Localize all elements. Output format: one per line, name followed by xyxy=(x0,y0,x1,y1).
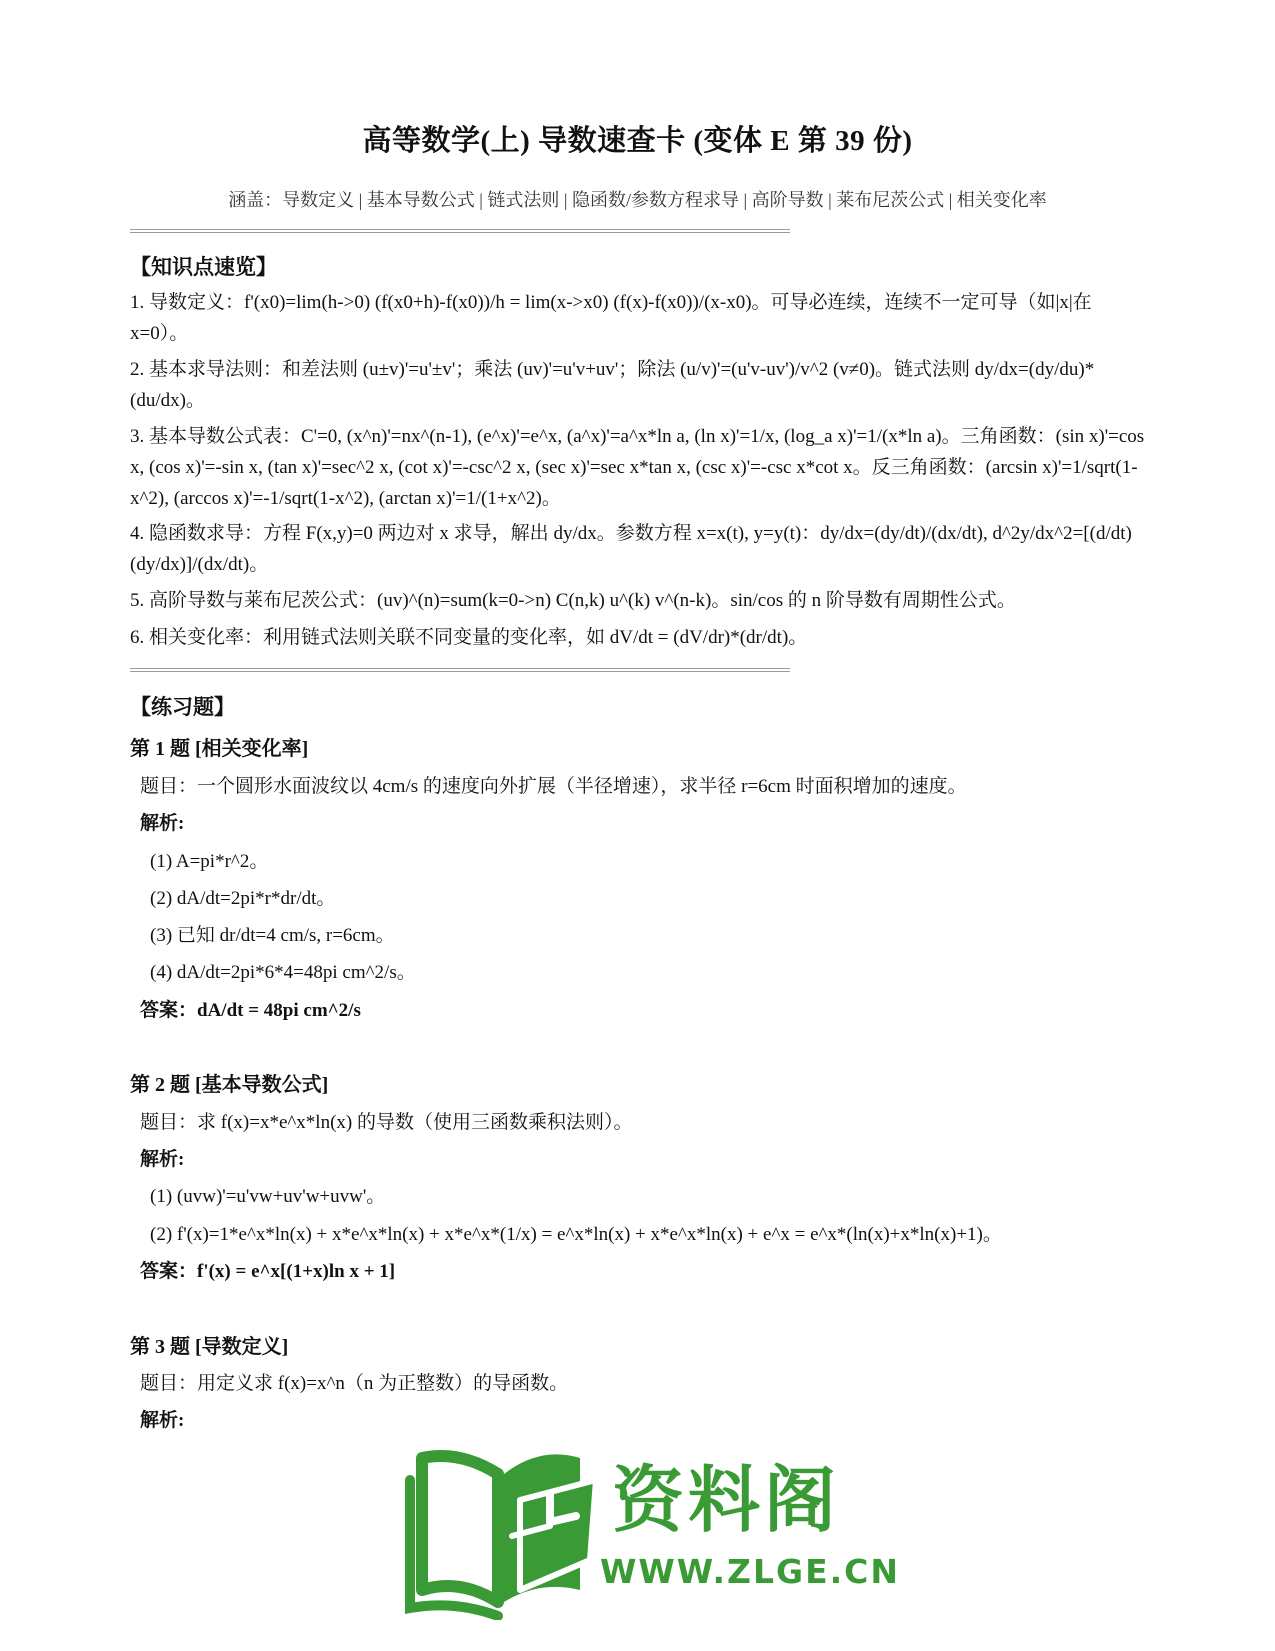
book-icon xyxy=(400,1440,605,1620)
question-1-step-4: (4) dA/dt=2pi*6*4=48pi cm^2/s。 xyxy=(150,962,416,983)
page-subtitle: 涵盖：导数定义 | 基本导数公式 | 链式法则 | 隐函数/参数方程求导 | 高阶导数 | 莱布尼茨公式 | 相关变化率 xyxy=(228,190,1047,210)
question-1-step-1: (1) A=pi*r^2。 xyxy=(150,851,269,872)
page-title: 高等数学(上) 导数速查卡 (变体 E 第 39 份) xyxy=(362,125,913,157)
question-1-step-2: (2) dA/dt=2pi*r*dr/dt。 xyxy=(150,888,336,909)
knowledge-heading: 【知识点速览】 xyxy=(130,255,277,279)
watermark-url-text: WWW.ZLGE.CN xyxy=(600,1552,901,1591)
knowledge-item-6: 6. 相关变化率：利用链式法则关联不同变量的变化率，如 dV/dt = (dV/dr)*(dr/dt)。 xyxy=(130,627,808,648)
question-3-analysis-label: 解析: xyxy=(140,1410,185,1431)
knowledge-item-1: 1. 导数定义：f'(x0)=lim(h->0) (f(x0+h)-f(x0))/h = lim(x->x0) (f(x)-f(x0))/(x-x0)。可导必连续，连续不一定可导（如|x|在 x=0）。 xyxy=(130,292,1092,344)
question-1-analysis-label: 解析: xyxy=(140,813,185,834)
question-2-answer: 答案：f'(x) = e^x[(1+x)ln x + 1] xyxy=(140,1261,396,1282)
question-3-title: 第 3 题 [导数定义] xyxy=(130,1336,289,1358)
watermark-logo xyxy=(400,1440,901,1620)
question-2-title: 第 2 题 [基本导数公式] xyxy=(130,1074,329,1096)
question-3-text: 题目：用定义求 f(x)=x^n（n 为正整数）的导函数。 xyxy=(140,1373,569,1394)
knowledge-item-2: 2. 基本求导法则：和差法则 (u±v)'=u'±v'；乘法 (uv)'=u'v+uv'；除法 (u/v)'=(u'v-uv')/v^2 (v≠0)。链式法则 dy/dx=(dy/du)*(du/dx)。 xyxy=(130,359,1095,411)
knowledge-item-3: 3. 基本导数公式表：C'=0, (x^n)'=nx^(n-1), (e^x)'=e^x, (a^x)'=a^x*ln a, (ln x)'=1/x, (log_a x)'=1/(x*ln a)。三角函数：(sin x)'=cos x, (cos x)'=-sin x, (tan x)'=sec^2 x, (cot x)'=-csc^2 x, (sec x)'=sec x*tan x, (csc x)'=-csc x*cot x。反三角函数：(arcsin x)'=1/sqrt(1-x^2), (arccos x)'=-1/sqrt(1-x^2), (arctan x)'=1/(1+x^2)。 xyxy=(130,426,1145,509)
knowledge-item-4: 4. 隐函数求导：方程 F(x,y)=0 两边对 x 求导，解出 dy/dx。参数方程 x=x(t), y=y(t)：dy/dx=(dy/dt)/(dx/dt), d^2y/dx^2=[(d/dt)(dy/dx)]/(dx/dt)。 xyxy=(130,523,1132,575)
question-1-text: 题目：一个圆形水面波纹以 4cm/s 的速度向外扩展（半径增速），求半径 r=6cm 时面积增加的速度。 xyxy=(140,776,967,797)
question-1-step-3: (3) 已知 dr/dt=4 cm/s, r=6cm。 xyxy=(150,925,395,946)
divider xyxy=(130,229,790,230)
practice-heading: 【练习题】 xyxy=(130,695,235,719)
question-1-title: 第 1 题 [相关变化率] xyxy=(130,738,309,760)
question-2-analysis-label: 解析: xyxy=(140,1149,185,1170)
question-2-text: 题目：求 f(x)=x*e^x*ln(x) 的导数（使用三函数乘积法则）。 xyxy=(140,1112,633,1133)
question-2-step-2: (2) f'(x)=1*e^x*ln(x) + x*e^x*ln(x) + x*e^x*(1/x) = e^x*ln(x) + x*e^x*ln(x) + e^x = e^x*(ln(x)+x*ln(x)+1)。 xyxy=(150,1224,1002,1245)
watermark-brand-text: 资料阁 xyxy=(612,1458,841,1542)
question-2-step-1: (1) (uvw)'=u'vw+uv'w+uvw'。 xyxy=(150,1186,386,1207)
knowledge-item-5: 5. 高阶导数与莱布尼茨公式：(uv)^(n)=sum(k=0->n) C(n,k) u^(k) v^(n-k)。sin/cos 的 n 阶导数有周期性公式。 xyxy=(130,590,1016,611)
divider xyxy=(130,668,790,669)
question-1-answer: 答案：dA/dt = 48pi cm^2/s xyxy=(140,1000,361,1021)
